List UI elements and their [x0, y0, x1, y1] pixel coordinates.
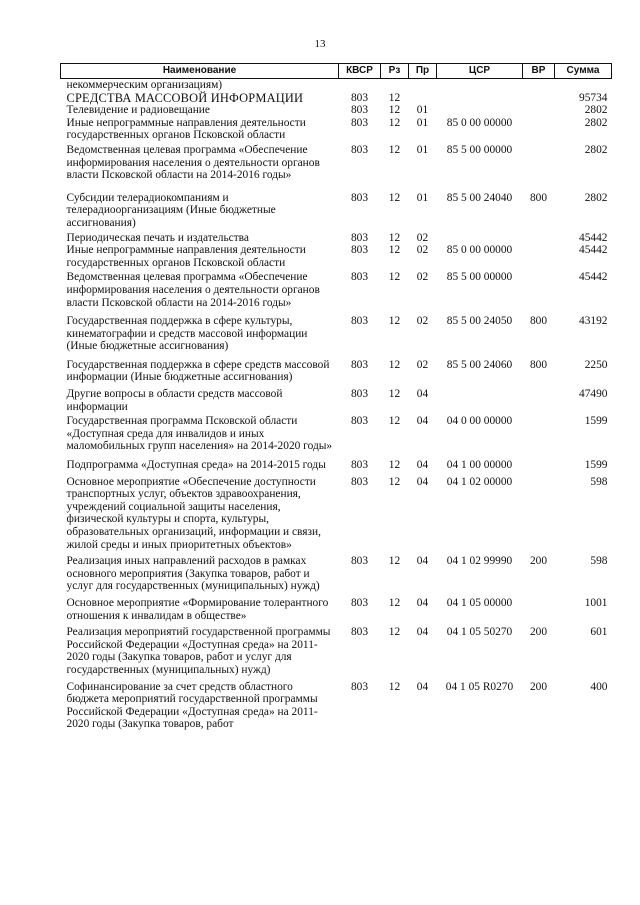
- table-row: [61, 551, 612, 593]
- table-row: [61, 472, 612, 552]
- cell-rz: 12: [388, 231, 401, 244]
- cell-kvsr: 803: [350, 231, 369, 244]
- cell-csr: [437, 79, 523, 92]
- cell-pr: 01: [416, 191, 429, 204]
- cell-sum: 2802: [584, 143, 608, 156]
- cell-kvsr: 803: [350, 191, 369, 204]
- cell-kvsr: 803: [350, 244, 369, 257]
- cell-pr: 04: [416, 555, 429, 568]
- cell-csr: 04 1 05 00000: [446, 596, 513, 609]
- cell-rz: 12: [388, 475, 401, 488]
- table-row: [61, 353, 612, 384]
- table-row: [61, 117, 612, 142]
- cell-rz: [381, 79, 409, 92]
- section-row: [61, 92, 612, 105]
- cell-pr: 01: [416, 143, 429, 156]
- cell-csr: 04 0 00 00000: [446, 415, 513, 428]
- cell-kvsr: 803: [350, 475, 369, 488]
- cell-csr: 04 1 02 00000: [446, 475, 513, 488]
- cell-rz: 12: [388, 143, 401, 156]
- table-row: [61, 269, 612, 309]
- cell-vr: [523, 92, 555, 105]
- cell-rz: 12: [388, 415, 401, 428]
- cell-csr: 85 5 00 00000: [446, 271, 513, 284]
- cell-name: Основное мероприятие «Обеспечение доступности транспортных услуг, объектов здравоохранения, учреждений социальной защиты населения, физической культуры и спорта, культуры, образовательных организаций, информации и связи, жилой среды и иных приоритетных объектов»: [66, 475, 321, 551]
- cell-kvsr: 803: [350, 358, 369, 371]
- cell-rz: 12: [388, 626, 401, 639]
- cell-name: Периодическая печать и издательства: [66, 231, 249, 244]
- cell-vr: [523, 453, 555, 472]
- cell-vr: 800: [529, 315, 548, 328]
- cell-rz: 12: [388, 555, 401, 568]
- table-row: [61, 244, 612, 269]
- budget-table: [60, 63, 612, 731]
- cell-pr: 01: [416, 116, 429, 129]
- cell-kvsr: 803: [350, 680, 369, 693]
- cell-csr: 04 1 05 R0270: [445, 680, 514, 693]
- column-header-rz: Рз: [381, 64, 409, 79]
- cell-sum: 95734: [579, 91, 608, 104]
- cell-vr: [523, 269, 555, 309]
- cell-csr: 85 5 00 24060: [446, 358, 513, 371]
- cell-vr: [523, 104, 555, 117]
- cell-kvsr: 803: [350, 116, 369, 129]
- cell-name: Государственная поддержка в сфере культуры, кинематографии и средств массовой информации (Иные бюджетные ассигнования): [66, 315, 308, 353]
- cell-pr: 04: [416, 388, 429, 401]
- table-body: [61, 79, 612, 731]
- cell-sum: 45442: [579, 271, 608, 284]
- column-header-name: Наименование: [61, 64, 339, 79]
- cell-csr: [437, 230, 523, 245]
- cell-vr: [523, 230, 555, 245]
- table-row: [61, 622, 612, 676]
- cell-pr: 04: [416, 415, 429, 428]
- cell-name: Основное мероприятие «Формирование толерантного отношения к инвалидам в обществе»: [66, 596, 329, 622]
- cell-sum: 43192: [579, 315, 608, 328]
- cell-csr: 04 1 00 00000: [446, 459, 513, 472]
- table-row: [61, 677, 612, 731]
- cell-sum: 1001: [584, 596, 608, 609]
- cell-pr: 02: [416, 271, 429, 284]
- cell-csr: 85 5 00 24040: [446, 191, 513, 204]
- column-header-kvsr: КВСР: [339, 64, 381, 79]
- cell-vr: [523, 142, 555, 182]
- cell-rz: 12: [388, 680, 401, 693]
- cell-kvsr: 803: [350, 91, 369, 104]
- cell-vr: 200: [529, 680, 548, 693]
- cell-rz: 12: [388, 91, 401, 104]
- cell-vr: [523, 593, 555, 622]
- cell-pr: 04: [416, 626, 429, 639]
- cell-name: Другие вопросы в области средств массовой информации: [66, 388, 283, 413]
- cell-rz: 12: [388, 358, 401, 371]
- cell-kvsr: 803: [350, 104, 369, 117]
- cell-csr: 85 0 00 00000: [446, 116, 513, 129]
- cell-sum: 1599: [584, 459, 608, 472]
- cell-kvsr: 803: [350, 596, 369, 609]
- cell-kvsr: 803: [350, 626, 369, 639]
- cell-name: Реализация иных направлений расходов в рамках основного мероприятия (Закупка товаров, работ и услуг для государственных (муниципальных) нужд): [66, 555, 320, 593]
- cell-kvsr: [339, 79, 381, 92]
- cell-rz: 12: [388, 116, 401, 129]
- table-row: [61, 593, 612, 622]
- cell-name: Ведомственная целевая программа «Обеспечение информирования населения о деятельности органов власти Псковской области на 2014-2016 годы»: [66, 143, 320, 182]
- table-row: [61, 104, 612, 117]
- cell-rz: 12: [388, 191, 401, 204]
- cell-rz: 12: [388, 459, 401, 472]
- cell-name: Ведомственная целевая программа «Обеспечение информирования населения о деятельности органов власти Псковской области на 2014-2016 годы»: [66, 271, 320, 309]
- column-header-pr: Пр: [409, 64, 437, 79]
- cell-pr: 02: [416, 315, 429, 328]
- cell-name: Субсидии телерадиокомпаниям и телерадиоорганизациям (Иные бюджетные ассигнования): [66, 191, 276, 229]
- cell-pr: [409, 79, 437, 92]
- cell-csr: 04 1 02 99990: [446, 555, 513, 568]
- cell-csr: 85 5 00 24050: [446, 315, 513, 328]
- cell-vr: 200: [529, 555, 548, 568]
- cell-sum: 45442: [579, 244, 608, 257]
- cell-pr: 02: [416, 231, 429, 244]
- cell-rz: 12: [388, 388, 401, 401]
- cell-name: Реализация мероприятий государственной программы Российской Федерации «Доступная среда» на 2011-2020 годы (Закупка товаров, работ и услуг для государственных (муниципальных) нужд): [66, 626, 331, 676]
- cell-kvsr: 803: [350, 388, 369, 401]
- cell-name: Иные непрограммные направления деятельности государственных органов Псковской области: [66, 116, 306, 142]
- cell-vr: [523, 244, 555, 269]
- cell-vr: [523, 117, 555, 142]
- cell-name: Телевидение и радиовещание: [66, 104, 210, 117]
- column-header-sum: Сумма: [555, 64, 612, 79]
- cell-sum: 1599: [584, 415, 608, 428]
- cell-pr: 04: [416, 596, 429, 609]
- cell-csr: [437, 384, 523, 413]
- cell-name: СРЕДСТВА МАССОВОЙ ИНФОРМАЦИИ: [66, 90, 304, 105]
- cell-rz: 12: [388, 596, 401, 609]
- cell-sum: 598: [590, 475, 608, 488]
- cell-name: Государственная поддержка в сфере средств массовой информации (Иные бюджетные ассигнования): [66, 358, 330, 384]
- cell-name: некоммерческим организациям): [66, 79, 223, 91]
- table-row: [61, 413, 612, 453]
- cell-kvsr: 803: [350, 415, 369, 428]
- cell-rz: 12: [388, 271, 401, 284]
- cell-vr: [523, 79, 555, 92]
- cell-vr: [523, 384, 555, 413]
- page-number: 13: [314, 38, 326, 50]
- cell-sum: 2802: [584, 191, 608, 204]
- cell-vr: [523, 472, 555, 552]
- table-row: [61, 309, 612, 353]
- cell-name: Подпрограмма «Доступная среда» на 2014-2015 годы: [66, 459, 326, 472]
- cell-pr: [409, 92, 437, 105]
- table-row: [61, 453, 612, 472]
- cell-sum: 598: [590, 555, 608, 568]
- cell-pr: 02: [416, 358, 429, 371]
- table-row: [61, 79, 612, 92]
- cell-csr: [437, 92, 523, 105]
- cell-name: Иные непрограммные направления деятельности государственных органов Псковской области: [66, 244, 306, 269]
- cell-kvsr: 803: [350, 459, 369, 472]
- column-header-vr: ВР: [523, 64, 555, 79]
- cell-pr: 02: [416, 244, 429, 257]
- cell-pr: 01: [416, 104, 429, 117]
- cell-vr: 200: [529, 626, 548, 639]
- cell-kvsr: 803: [350, 271, 369, 284]
- cell-pr: 04: [416, 680, 429, 693]
- cell-csr: 85 5 00 00000: [446, 143, 513, 156]
- cell-kvsr: 803: [350, 555, 369, 568]
- cell-sum: 400: [590, 680, 608, 693]
- cell-vr: [523, 413, 555, 453]
- cell-csr: 85 0 00 00000: [446, 244, 513, 257]
- cell-name: Софинансирование за счет средств областного бюджета мероприятий государственной программы Российской Федерации «Доступная среда» на 2011-2020 годы (Закупка товаров, работ: [66, 680, 318, 731]
- cell-csr: 04 1 05 50270: [446, 626, 513, 639]
- cell-sum: 2802: [584, 116, 608, 129]
- cell-pr: 04: [416, 459, 429, 472]
- cell-rz: 12: [388, 244, 401, 257]
- cell-sum: 2250: [584, 358, 608, 371]
- cell-sum: 2802: [584, 104, 608, 117]
- table-row: [61, 142, 612, 182]
- table-header: [61, 64, 612, 79]
- cell-pr: 04: [416, 475, 429, 488]
- column-header-csr: ЦСР: [437, 64, 523, 79]
- table-row: [61, 182, 612, 230]
- cell-vr: 800: [529, 191, 548, 204]
- cell-kvsr: 803: [350, 315, 369, 328]
- cell-sum: [555, 79, 612, 92]
- cell-sum: 601: [590, 626, 608, 639]
- cell-rz: 12: [388, 104, 401, 117]
- cell-sum: 47490: [579, 388, 608, 401]
- cell-kvsr: 803: [350, 143, 369, 156]
- cell-name: Государственная программа Псковской области «Доступная среда для инвалидов и иных маломобильных групп населения» на 2014-2020 годы»: [66, 415, 333, 453]
- table-row: [61, 230, 612, 245]
- cell-vr: 800: [529, 358, 548, 371]
- cell-csr: [437, 104, 523, 117]
- table-row: [61, 384, 612, 413]
- cell-sum: 45442: [579, 231, 608, 244]
- cell-rz: 12: [388, 315, 401, 328]
